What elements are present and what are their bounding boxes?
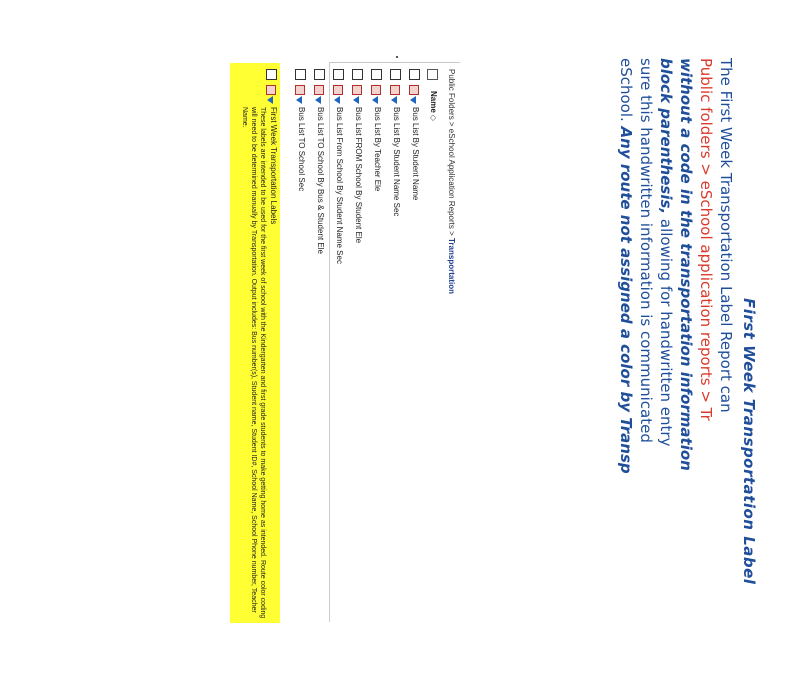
body-text-segment: without a code in the transportation information — [677, 58, 695, 471]
row-checkbox[interactable] — [266, 69, 277, 80]
row-checkbox[interactable] — [371, 69, 382, 80]
run-menu-arrow-icon[interactable] — [372, 96, 378, 104]
report-row[interactable] — [369, 63, 384, 623]
report-name[interactable]: Bus List By Student Name Sec — [392, 107, 401, 217]
body-text-segment: The First Week Transportation Label Report can — [717, 58, 735, 413]
report-row[interactable] — [407, 63, 422, 623]
row-checkbox[interactable] — [295, 69, 306, 80]
run-menu-arrow-icon[interactable] — [296, 96, 302, 104]
breadcrumb — [447, 69, 456, 294]
report-icon — [295, 85, 305, 95]
body-text-segment: Public folders > eSchool application reports > Tr — [697, 58, 715, 421]
document-body — [616, 58, 736, 678]
body-text-segment: sure this handwritten information is communicated — [637, 58, 655, 443]
highlighted-report-description: These labels are intended to be used for the first week of school with the Kindergarten and first grade students to make getting home as intended. Route color coding will need to be determined manually by Transportation. Output includes: Bus number(s), Student name, Student ID#, School Name, School Phone number, Teacher Name. — [241, 107, 266, 619]
sort-icon[interactable]: ◇ — [429, 114, 438, 121]
run-menu-arrow-icon[interactable] — [353, 96, 359, 104]
document-title: First Week Transportation Label — [740, 298, 758, 585]
body-text-segment: eSchool. — [617, 58, 635, 127]
report-name[interactable]: Bus List TO School By Bus & Student Ele — [316, 107, 325, 254]
row-checkbox[interactable] — [352, 69, 363, 80]
run-menu-arrow-icon[interactable] — [315, 96, 321, 104]
row-checkbox[interactable] — [390, 69, 401, 80]
name-column-header[interactable] — [429, 91, 438, 121]
report-name[interactable]: Bus List FROM School By Student Ele — [354, 107, 363, 244]
run-menu-arrow-icon[interactable] — [334, 96, 340, 104]
breadcrumb-path: Public Folders > eSchool Application Reports > — [447, 69, 456, 238]
report-icon — [409, 85, 419, 95]
row-checkbox[interactable] — [409, 69, 420, 80]
body-text-segment: block parenthesis, — [657, 58, 675, 215]
report-name[interactable]: Bus List By Teacher Ele — [373, 107, 382, 192]
report-name[interactable]: Bus List TO School Sec — [297, 107, 306, 192]
report-name[interactable]: Bus List By Student Name — [411, 107, 420, 201]
report-icon — [352, 85, 362, 95]
report-icon — [333, 85, 343, 95]
highlighted-report-row[interactable] — [230, 63, 280, 623]
select-all-checkbox[interactable] — [427, 69, 438, 80]
body-line — [636, 58, 656, 678]
run-menu-arrow-icon[interactable] — [267, 96, 273, 104]
body-text-segment: allowing for handwritten entry — [657, 214, 675, 447]
report-folder-screenshot — [241, 62, 460, 663]
report-row[interactable] — [331, 63, 346, 623]
report-row[interactable] — [350, 63, 365, 623]
run-menu-arrow-icon[interactable] — [410, 96, 416, 104]
body-line — [656, 58, 676, 678]
breadcrumb-current[interactable]: Transportation — [447, 237, 456, 294]
report-icon — [371, 85, 381, 95]
name-column-label: Name — [429, 91, 438, 113]
report-icon — [266, 85, 276, 95]
row-checkbox[interactable] — [314, 69, 325, 80]
report-icon — [390, 85, 400, 95]
report-icon — [314, 85, 324, 95]
report-row[interactable] — [293, 63, 308, 623]
body-line — [696, 58, 716, 678]
report-row[interactable] — [388, 63, 403, 623]
run-menu-arrow-icon[interactable] — [391, 96, 397, 104]
row-checkbox[interactable] — [333, 69, 344, 80]
highlighted-report-title[interactable]: First Week Transportation Labels — [269, 107, 278, 225]
body-line — [616, 58, 636, 678]
report-row[interactable] — [312, 63, 327, 623]
report-name[interactable]: Bus List From School By Student Name Sec — [335, 107, 344, 264]
divider — [329, 62, 330, 622]
body-line — [716, 58, 736, 678]
body-line — [676, 58, 696, 678]
scan-speck — [396, 56, 398, 58]
body-text-segment: Any route not assigned a color by Transp — [617, 126, 635, 474]
